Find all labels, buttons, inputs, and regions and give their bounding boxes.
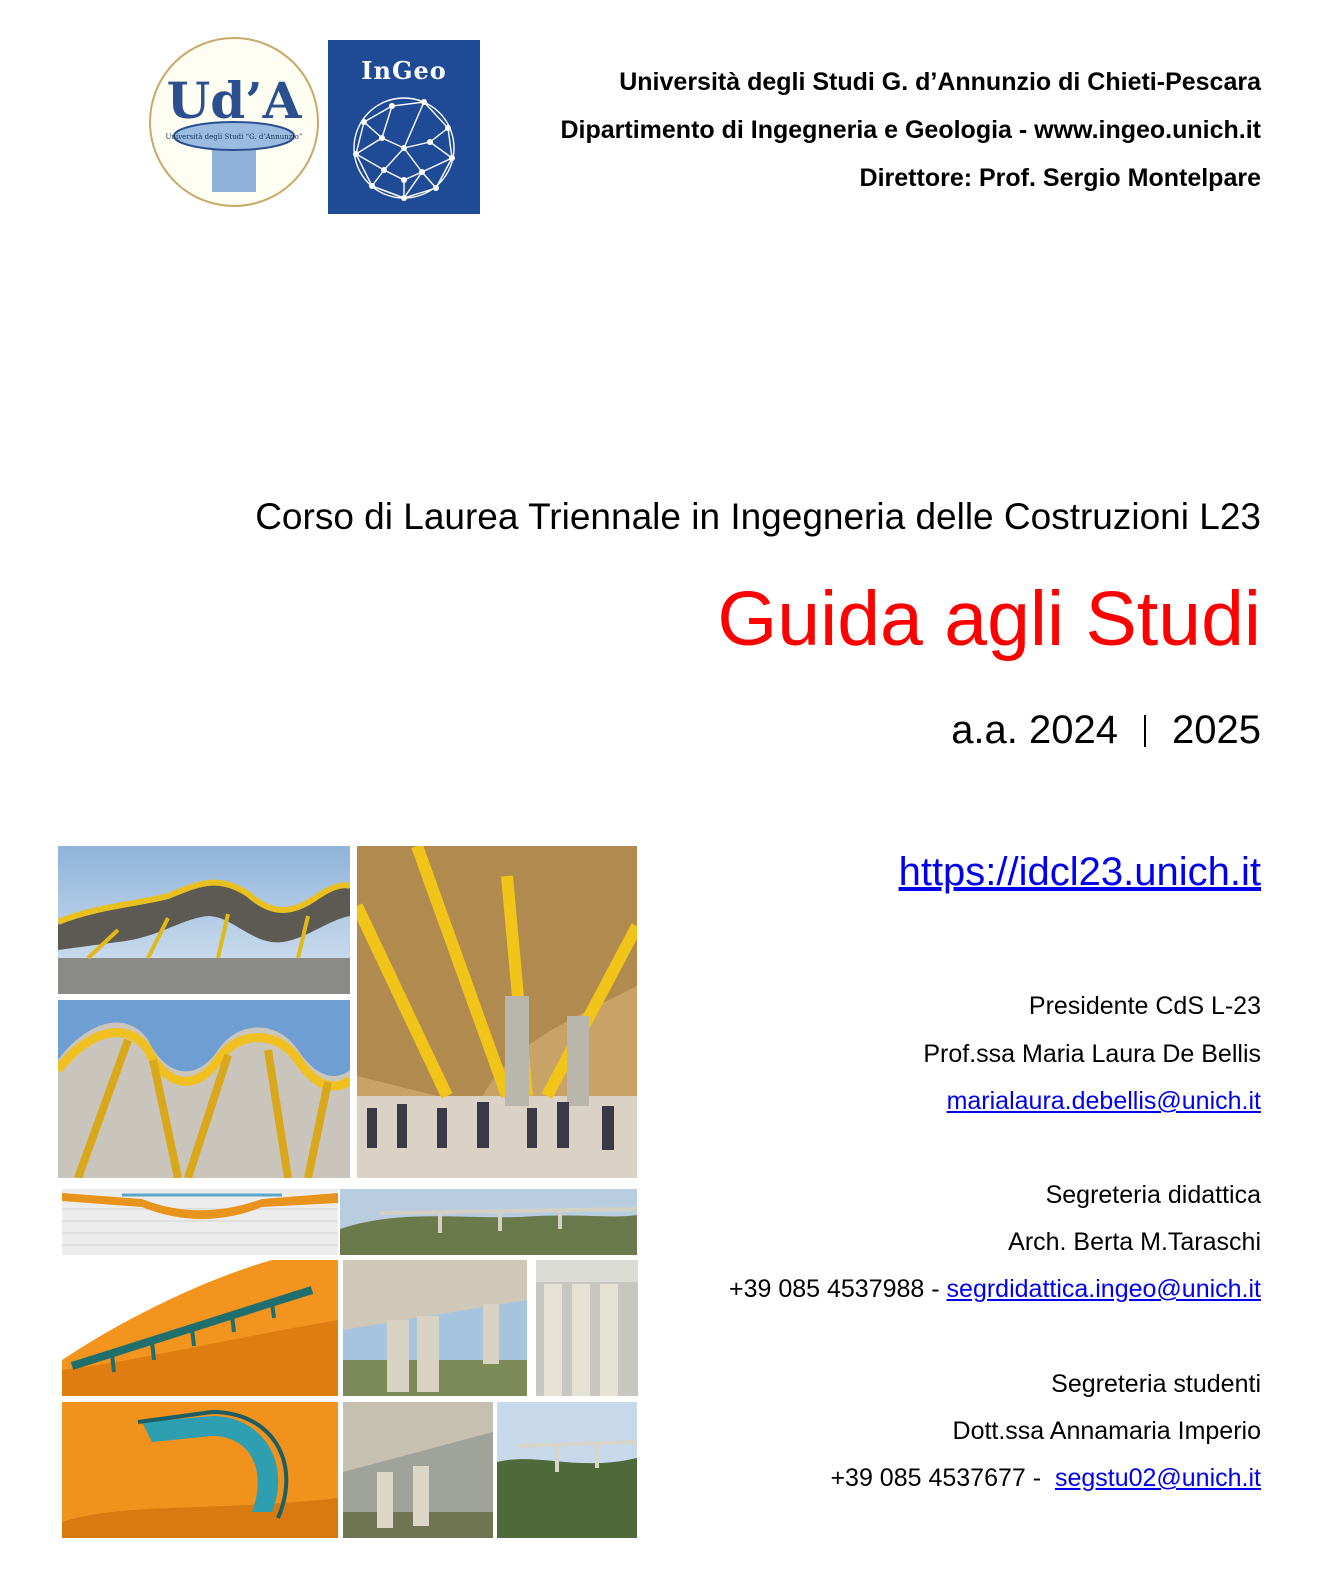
viaduct-piers-photo — [536, 1260, 638, 1396]
president-email-link[interactable]: marialaura.debellis@unich.it — [946, 1087, 1261, 1115]
director-name: Direttore: Prof. Sergio Montelpare — [859, 164, 1261, 192]
bridge-underside-photo — [343, 1402, 493, 1538]
page-title: Guida agli Studi — [717, 576, 1261, 662]
fem-viaduct-model — [62, 1260, 338, 1396]
teaching-office-role: Segreteria didattica — [1045, 1181, 1261, 1209]
academic-year-end: 2025 — [1172, 708, 1261, 752]
president-email-row — [947, 1087, 1261, 1116]
viaduct-underside-photo — [343, 1260, 527, 1396]
terminal-roof-photo — [58, 846, 350, 994]
ingeo-logo — [328, 40, 480, 214]
svg-text:Ud’A: Ud’A — [166, 71, 302, 130]
university-name: Università degli Studi G. d’Annunzio di Chieti-Pescara — [619, 68, 1261, 96]
website-link[interactable]: https://idcl23.unich.it — [898, 850, 1261, 894]
teaching-office-email-link[interactable]: segrdidattica.ingeo@unich.it — [946, 1275, 1261, 1303]
viaduct-landscape-photo — [340, 1189, 637, 1255]
teaching-office-phone: +39 085 4537988 - — [728, 1275, 947, 1303]
academic-year-start: a.a. 2024 — [951, 708, 1119, 752]
student-office-contact — [830, 1464, 1261, 1493]
student-office-email-link[interactable]: segstu02@unich.it — [1054, 1464, 1261, 1492]
teaching-office-contact — [729, 1275, 1261, 1304]
president-role: Presidente CdS L-23 — [1028, 992, 1261, 1020]
svg-text:Università degli Studi “G. d’A: Università degli Studi “G. d’Annunzio” — [165, 133, 303, 141]
academic-year — [951, 708, 1261, 753]
student-office-phone: +39 085 4537677 - — [830, 1464, 1055, 1492]
department-name: Dipartimento di Ingegneria e Geologia - www.ingeo.unich.it — [560, 116, 1261, 144]
terminal-interior-photo — [357, 846, 637, 1178]
student-office-name: Dott.ssa Annamaria Imperio — [952, 1417, 1261, 1445]
president-name: Prof.ssa Maria Laura De Bellis — [923, 1040, 1261, 1068]
fem-section-model — [62, 1189, 338, 1255]
viaduct-valley-photo — [497, 1402, 637, 1538]
roof-detail-photo — [58, 1000, 350, 1178]
network-sphere-icon — [344, 88, 464, 206]
year-separator — [1144, 715, 1146, 747]
fem-curved-bridge-model — [62, 1402, 338, 1538]
ingeo-logo-text: InGeo — [361, 56, 447, 85]
teaching-office-name: Arch. Berta M.Taraschi — [1008, 1228, 1261, 1256]
student-office-role: Segreteria studenti — [1051, 1370, 1261, 1398]
course-title: Corso di Laurea Triennale in Ingegneria delle Costruzioni L23 — [255, 496, 1261, 537]
uda-logo — [148, 36, 320, 208]
